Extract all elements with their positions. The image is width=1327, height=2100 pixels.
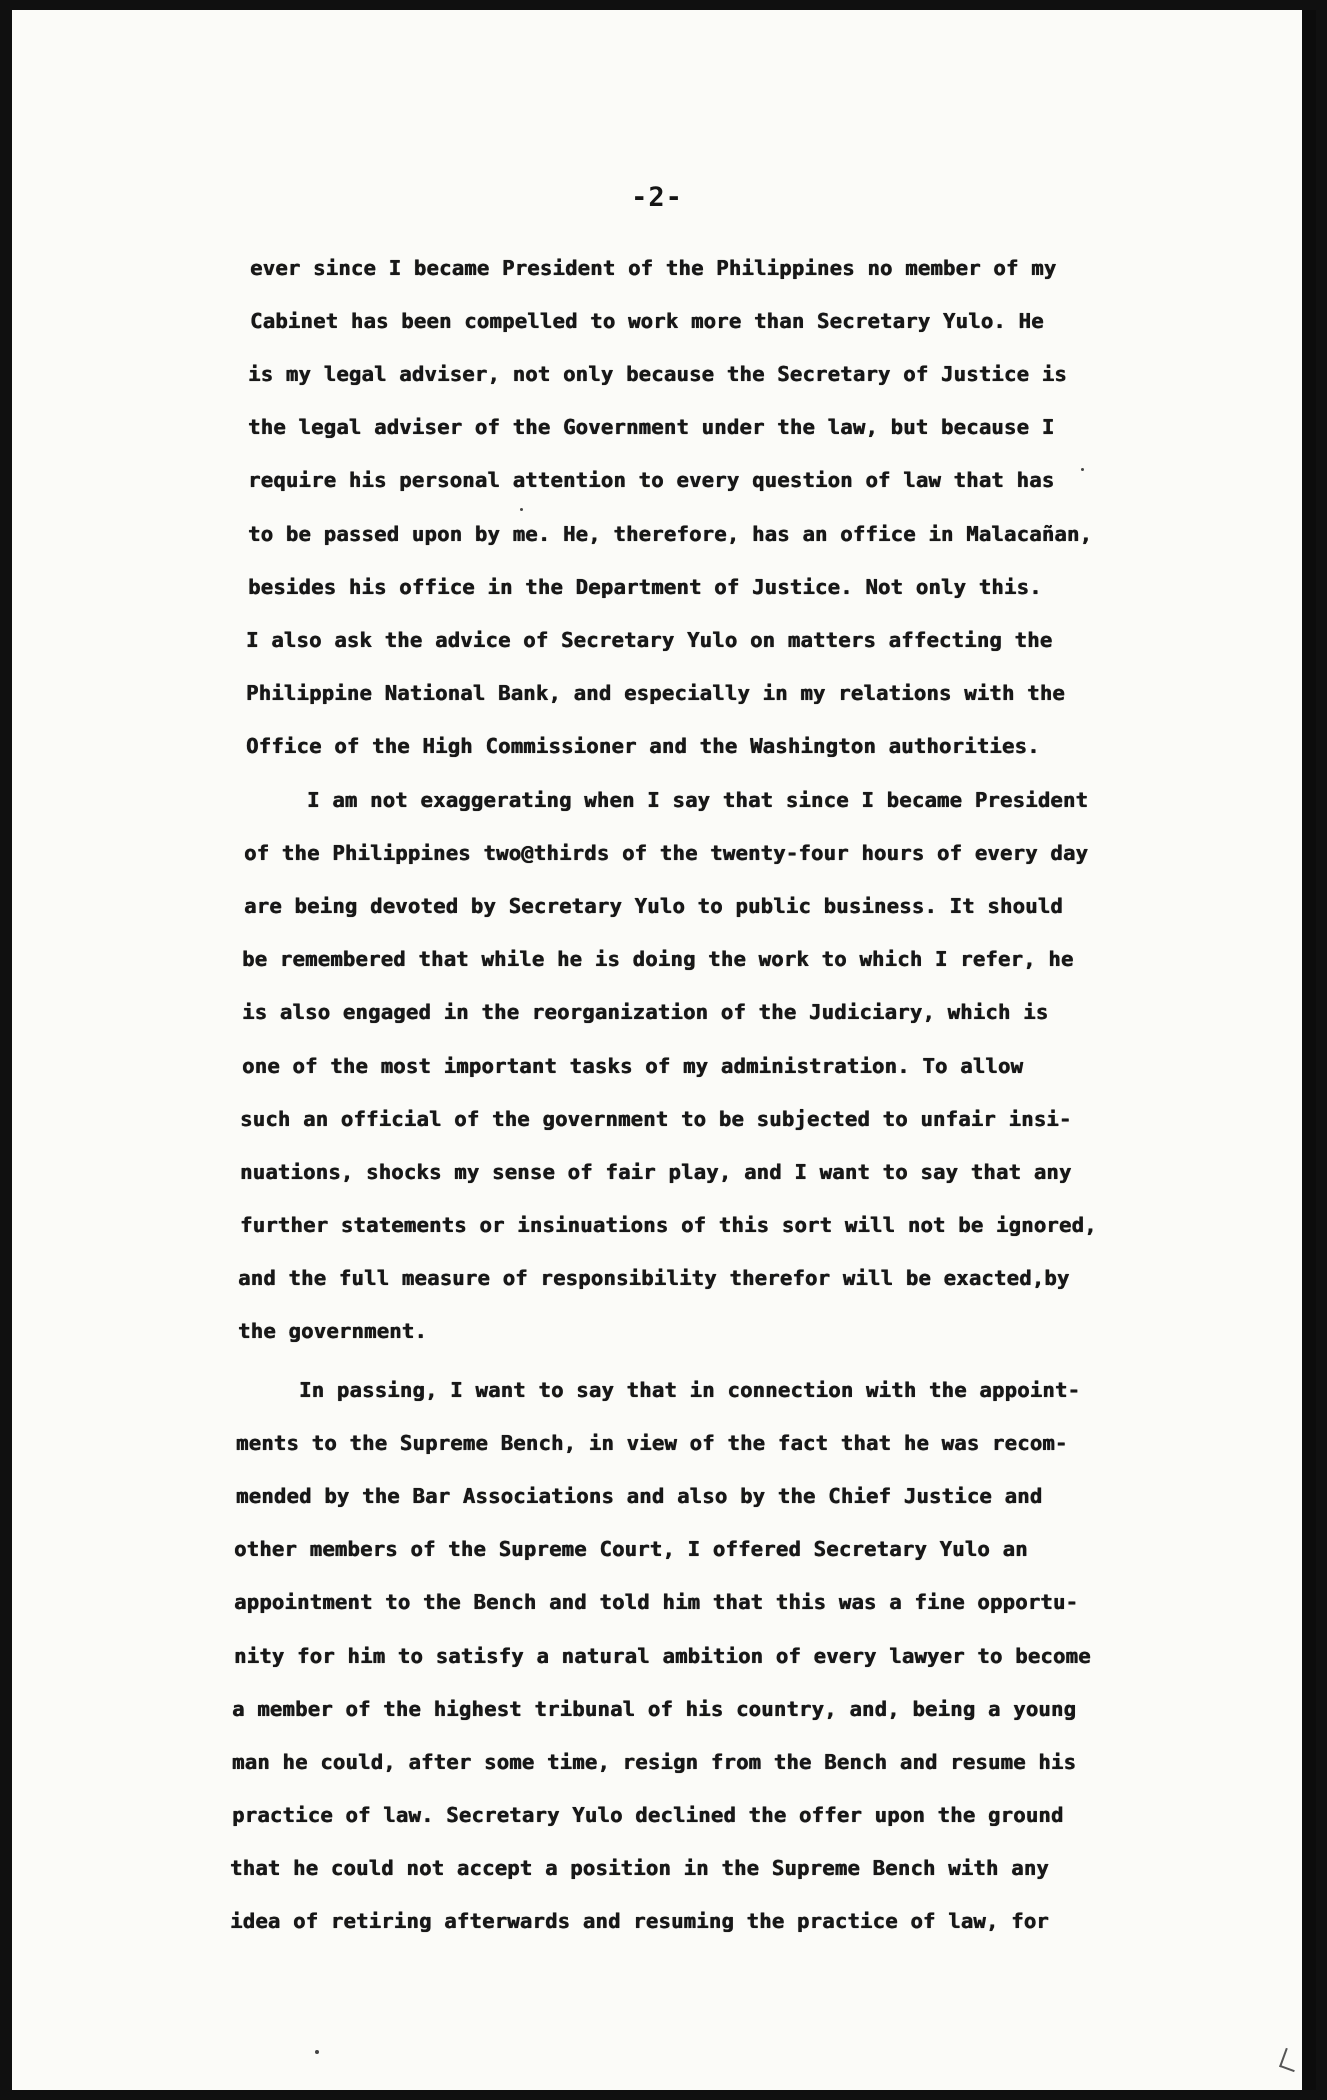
text-line: Office of the High Commissioner and the Washington authorities. — [246, 734, 1040, 758]
text-line: Cabinet has been compelled to work more than Secretary Yulo. He — [250, 309, 1044, 333]
text-line: to be passed upon by me. He, therefore, has an office in Malacañan, — [248, 522, 1093, 546]
document-body — [12, 10, 1302, 2070]
text-line: that he could not accept a position in the Supreme Bench with any — [230, 1856, 1049, 1880]
text-line: In passing, I want to say that in connection with the appoint- — [236, 1378, 1081, 1402]
text-line: a member of the highest tribunal of his country, and, being a young — [232, 1697, 1077, 1721]
text-line: besides his office in the Department of Justice. Not only this. — [248, 575, 1042, 599]
text-line: appointment to the Bench and told him that this was a fine opportu- — [234, 1590, 1079, 1614]
scan-speck — [520, 508, 523, 511]
text-line: Philippine National Bank, and especially in my relations with the — [246, 681, 1065, 705]
text-line: practice of law. Secretary Yulo declined the offer upon the ground — [232, 1803, 1064, 1827]
text-line: require his personal attention to every question of law that has — [248, 468, 1055, 492]
text-line: the legal adviser of the Government under the law, but because I — [248, 415, 1055, 439]
document-page — [12, 10, 1316, 2090]
text-line: man he could, after some time, resign from the Bench and resume his — [232, 1750, 1077, 1774]
text-line: one of the most important tasks of my administration. To allow — [242, 1054, 1024, 1078]
text-line: are being devoted by Secretary Yulo to public business. It should — [244, 894, 1063, 918]
text-line: is my legal adviser, not only because the Secretary of Justice is — [248, 362, 1067, 386]
text-line: be remembered that while he is doing the work to which I refer, he — [242, 947, 1074, 971]
text-line: I also ask the advice of Secretary Yulo on matters affecting the — [246, 628, 1053, 652]
text-line: further statements or insinuations of this sort will not be ignored, — [240, 1213, 1097, 1237]
text-line: idea of retiring afterwards and resuming the practice of law, for — [230, 1909, 1049, 1933]
text-line: is also engaged in the reorganization of the Judiciary, which is — [242, 1000, 1049, 1024]
scan-speck — [1081, 468, 1084, 471]
text-line: ments to the Supreme Bench, in view of the fact that he was recom- — [236, 1431, 1068, 1455]
text-line: mended by the Bar Associations and also by the Chief Justice and — [236, 1484, 1043, 1508]
text-line: nuations, shocks my sense of fair play, and I want to say that any — [240, 1160, 1072, 1184]
text-line: and the full measure of responsibility therefor will be exacted,by — [238, 1266, 1070, 1290]
text-line: ever since I became President of the Philippines no member of my — [250, 256, 1057, 280]
text-line: nity for him to satisfy a natural ambition of every lawyer to become — [234, 1644, 1091, 1668]
scan-speck — [315, 2050, 319, 2054]
text-line: such an official of the government to be subjected to unfair insi- — [240, 1107, 1072, 1131]
text-line: the government. — [238, 1319, 427, 1343]
text-line: of the Philippines two@thirds of the twenty-four hours of every day — [244, 841, 1089, 865]
text-line: other members of the Supreme Court, I offered Secretary Yulo an — [234, 1537, 1028, 1561]
page-number: -2- — [631, 182, 683, 213]
text-line: I am not exaggerating when I say that since I became President — [244, 788, 1089, 812]
